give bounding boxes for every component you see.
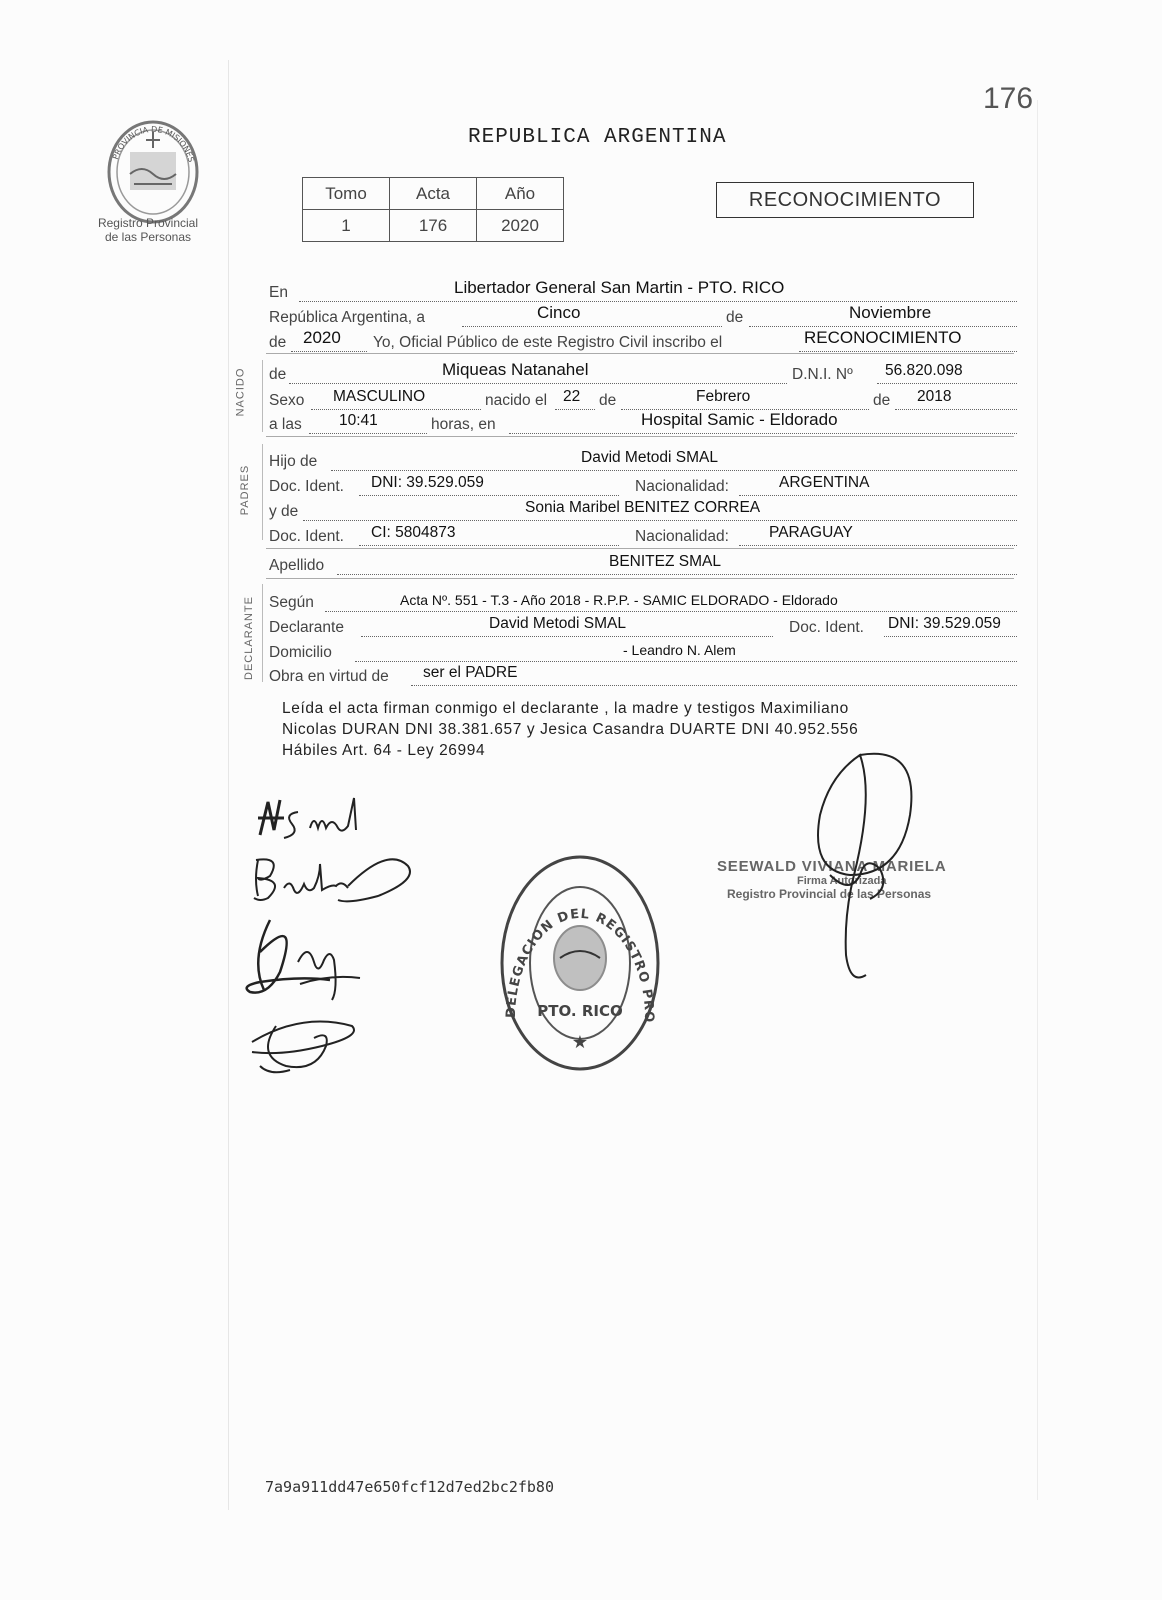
time-field	[309, 413, 427, 434]
obra-value: ser el PADRE	[423, 664, 518, 681]
separator-4	[266, 578, 1014, 579]
separator-2	[266, 436, 1014, 437]
segun-label: Según	[269, 594, 314, 611]
signer-role: Firma Autorizada	[797, 875, 887, 887]
signer-office: Registro Provincial de las Personas	[727, 887, 932, 901]
row-apellido	[269, 551, 1017, 575]
obra-field	[411, 665, 1017, 686]
birth-year-field	[895, 389, 1017, 410]
birth-place-value: Hospital Samic - Eldorado	[641, 410, 838, 429]
signature-witness	[246, 1012, 366, 1082]
stamp-star-icon: ★	[571, 1032, 589, 1053]
declarante-doc-label: Doc. Ident.	[789, 619, 864, 636]
declarante-doc-value: DNI: 39.529.059	[888, 615, 1001, 632]
nacido-rule	[262, 360, 263, 432]
signature-official	[760, 735, 930, 1015]
row-segun	[269, 588, 1017, 612]
mother-nationality-value: PARAGUAY	[769, 524, 853, 541]
year-value: 2020	[303, 328, 341, 347]
birth-year-value: 2018	[917, 388, 952, 405]
signature-mother	[240, 912, 380, 1012]
declarante-name-field	[361, 616, 773, 637]
segun-field	[325, 591, 1017, 612]
place-field	[299, 278, 1017, 302]
left-margin-line	[228, 60, 229, 1510]
birth-place-field	[509, 410, 1017, 434]
yo-text: Yo, Oficial Público de este Registro Civil inscribo el	[373, 334, 723, 351]
separator-3	[266, 548, 1014, 549]
birth-de-label: de	[599, 392, 617, 409]
apellido-value: BENITEZ SMAL	[609, 553, 721, 570]
registry-header-tomo: Tomo	[303, 178, 390, 210]
de-year-label: de	[269, 334, 287, 351]
yde-label: y de	[269, 503, 299, 520]
month-value: Noviembre	[849, 303, 932, 322]
row-mother	[269, 497, 1017, 521]
signature-benitez	[244, 850, 424, 910]
row-birth	[269, 386, 1017, 410]
father-field	[331, 450, 1017, 471]
row-obra	[269, 662, 1017, 686]
domicilio-field	[355, 641, 1017, 662]
child-name-value: Miqueas Natanahel	[442, 360, 589, 379]
signature-smal	[250, 790, 390, 850]
horas-label: horas, en	[431, 416, 496, 433]
nacido-section-label: NACIDO	[234, 367, 247, 417]
child-name-field	[289, 360, 787, 384]
stamp-inner-text: PTO. RICO	[537, 1002, 623, 1020]
mother-doc-value: CI: 5804873	[371, 524, 456, 541]
act-type-field	[799, 328, 1017, 352]
registry-value-tomo: 1	[303, 210, 390, 242]
declarante-label: Declarante	[269, 619, 344, 636]
registry-header-row	[303, 178, 564, 210]
registry-stamp-icon	[488, 837, 665, 1078]
document-hash: 7a9a911dd47e650fcf12d7ed2bc2fb80	[265, 1478, 554, 1496]
registry-value-acta: 176	[390, 210, 477, 242]
alas-label: a las	[269, 416, 302, 433]
republica-label: República Argentina, a	[269, 309, 425, 326]
birth-month-value: Febrero	[696, 388, 751, 405]
father-doc-field	[359, 475, 619, 496]
father-nac-label: Nacionalidad:	[635, 478, 729, 495]
mother-nac-label: Nacionalidad:	[635, 528, 729, 545]
month-field	[749, 303, 1017, 327]
row-place	[269, 278, 1017, 302]
en-label: En	[269, 284, 288, 301]
segun-value: Acta Nº. 551 - T.3 - Año 2018 - R.P.P. - SAMIC ELDORADO - Eldorado	[400, 592, 838, 608]
father-value: David Metodi SMAL	[581, 449, 718, 466]
day-field	[462, 303, 722, 327]
father-nationality-value: ARGENTINA	[779, 474, 870, 491]
birth-month-field	[621, 389, 869, 410]
row-father-doc	[269, 472, 1017, 496]
row-date	[269, 303, 1017, 327]
logo-caption-line1: Registro Provincial	[97, 216, 199, 230]
de-label: de	[726, 309, 744, 326]
declarante-name-value: David Metodi SMAL	[489, 615, 626, 632]
child-de-label: de	[269, 366, 287, 383]
place-value: Libertador General San Martin - PTO. RICO	[454, 278, 785, 297]
row-domicilio	[269, 638, 1017, 662]
row-time	[269, 410, 1017, 434]
closing-line-3: Hábiles Art. 64 - Ley 26994	[282, 742, 486, 759]
closing-line-2: Nicolas DURAN DNI 38.381.657 y Jesica Casandra DUARTE DNI 40.952.556	[282, 721, 859, 738]
act-type-value: RECONOCIMIENTO	[804, 328, 962, 347]
logo-caption-line2: de las Personas	[104, 230, 192, 244]
birth-day-value: 22	[563, 388, 581, 405]
misiones-seal-icon	[98, 112, 208, 232]
child-dni-field	[877, 363, 1017, 384]
separator-1	[266, 353, 1014, 354]
domicilio-value: - Leandro N. Alem	[623, 642, 736, 658]
row-father	[269, 447, 1017, 471]
registry-table	[302, 177, 564, 242]
time-value: 10:41	[339, 412, 378, 429]
registry-value-row	[303, 210, 564, 242]
document-type-box: RECONOCIMIENTO	[716, 182, 974, 218]
registry-header-ano: Año	[477, 178, 564, 210]
registry-header-acta: Acta	[390, 178, 477, 210]
stamp-ring-text: DELEGACION DEL REGISTRO PROVINCIAL DE LAS PERSONAS	[488, 837, 657, 1023]
sexo-field	[311, 389, 481, 410]
father-nationality-field	[739, 475, 1017, 496]
father-doc-value: DNI: 39.529.059	[371, 474, 484, 491]
mother-nationality-field	[739, 525, 1017, 546]
registry-value-ano: 2020	[477, 210, 564, 242]
apellido-field	[337, 554, 1017, 575]
padres-section-label: PADRES	[239, 464, 252, 516]
mother-field	[303, 500, 1017, 521]
row-child	[269, 360, 1017, 384]
declarante-doc-field	[884, 616, 1017, 637]
row-act	[269, 328, 1017, 352]
closing-line-1: Leída el acta firman conmigo el declarante , la madre y testigos Maximiliano	[282, 700, 849, 717]
padres-rule	[262, 444, 263, 540]
logo-caption	[78, 216, 218, 244]
hijo-label: Hijo de	[269, 453, 318, 470]
declarante-rule	[262, 584, 263, 682]
day-value: Cinco	[537, 303, 581, 322]
row-declarante	[269, 613, 1017, 637]
mother-value: Sonia Maribel BENITEZ CORREA	[525, 499, 761, 516]
seal-arc-text: PROVINCIA DE MISIONES	[111, 124, 196, 164]
row-mother-doc	[269, 522, 1017, 546]
page-title: REPUBLICA ARGENTINA	[468, 126, 727, 149]
mother-doc-field	[359, 525, 619, 546]
birth-day-field	[555, 389, 595, 410]
obra-label: Obra en virtud de	[269, 668, 389, 685]
birth-de2-label: de	[873, 392, 891, 409]
child-dni-value: 56.820.098	[885, 362, 963, 379]
father-doc-label: Doc. Ident.	[269, 478, 344, 495]
apellido-label: Apellido	[269, 557, 325, 574]
sexo-value: MASCULINO	[333, 388, 426, 405]
signer-name: SEEWALD VIVIANA MARIELA	[717, 858, 947, 875]
page-number: 176	[983, 82, 1034, 115]
declarante-section-label: DECLARANTE	[242, 596, 255, 680]
year-field	[291, 328, 367, 352]
mother-doc-label: Doc. Ident.	[269, 528, 344, 545]
domicilio-label: Domicilio	[269, 644, 332, 661]
sexo-label: Sexo	[269, 392, 305, 409]
right-margin-line	[1037, 100, 1038, 1500]
dni-label: D.N.I. Nº	[792, 366, 853, 383]
nacido-el-label: nacido el	[485, 392, 548, 409]
